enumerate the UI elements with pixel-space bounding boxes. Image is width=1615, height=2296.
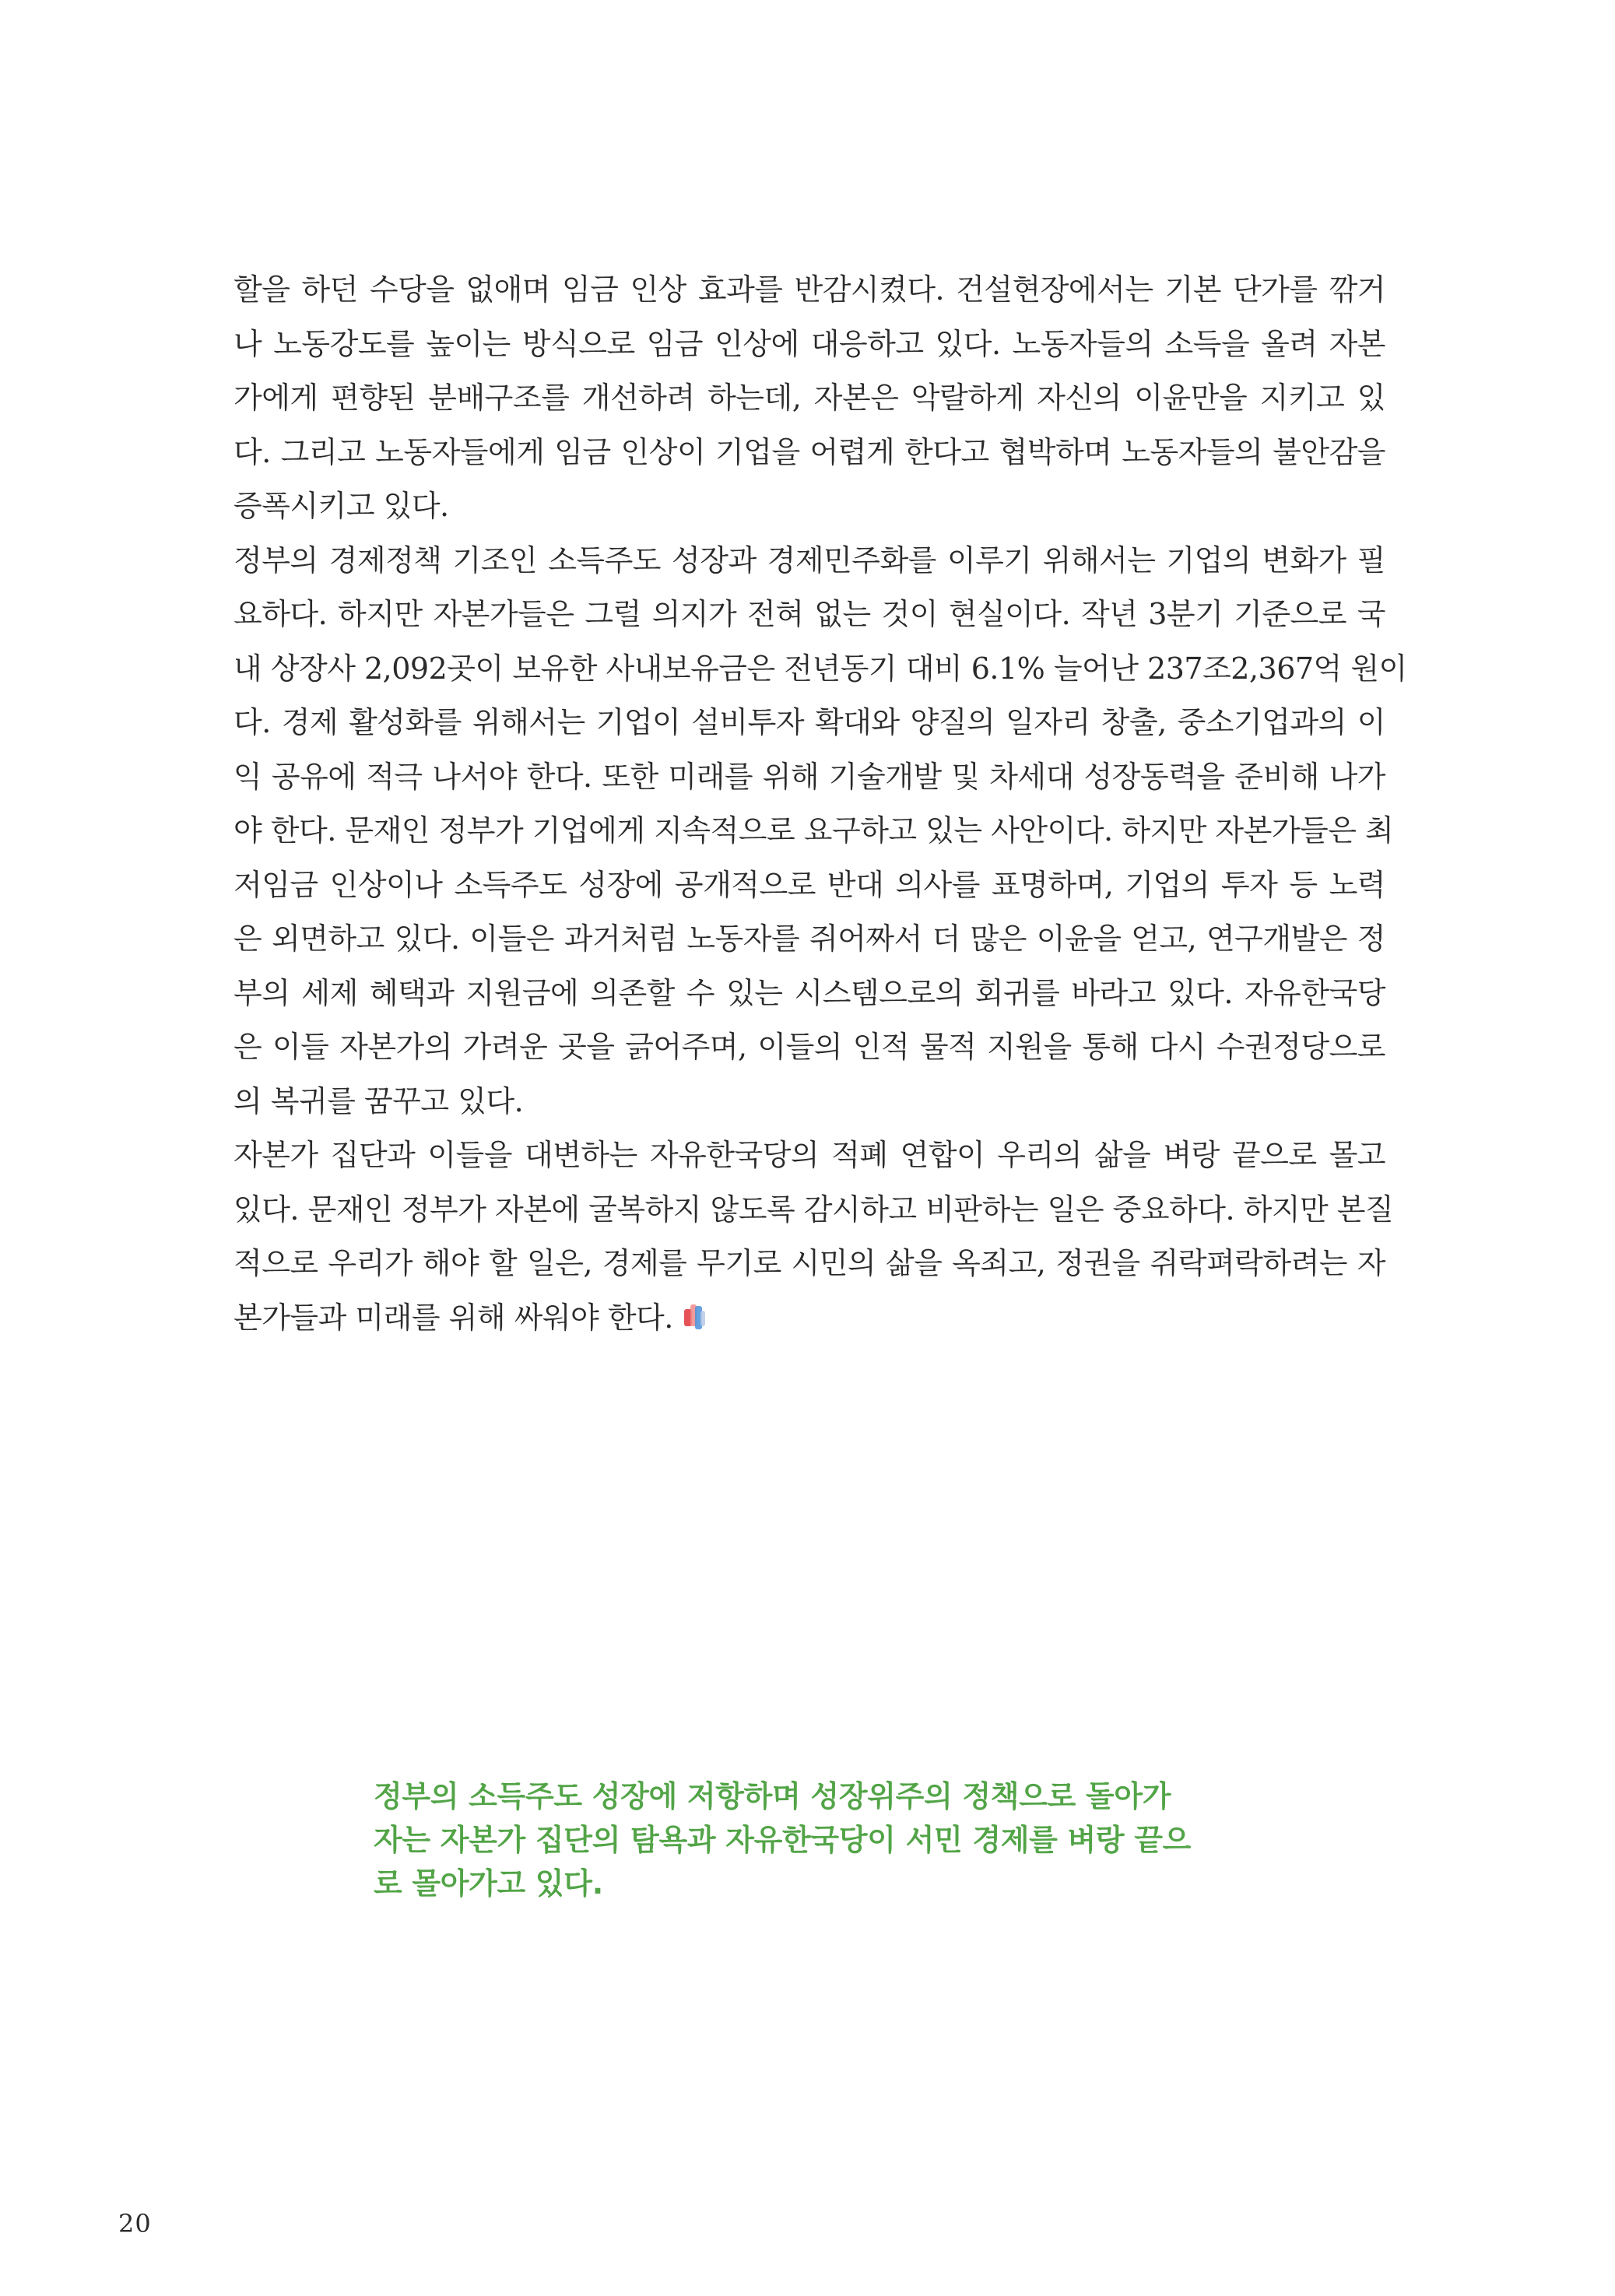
pull-quote <box>374 1775 1245 1905</box>
body-line: 은 이들 자본가의 가려운 곳을 긁어주며, 이들의 인적 물적 지원을 통해 다시 수권정당으로 <box>233 1030 1385 1064</box>
body-line: 적으로 우리가 해야 할 일은, 경제를 무기로 시민의 삶을 옥죄고, 정권을 쥐락펴락하려는 자 <box>233 1246 1385 1280</box>
body-line: 저임금 인상이나 소득주도 성장에 공개적으로 반대 의사를 표명하며, 기업의 투자 등 노력 <box>233 867 1385 902</box>
pull-quote-line: 로 몰아가고 있다. <box>374 1866 603 1901</box>
body-line: 있다. 문재인 정부가 자본에 굴복하지 않도록 감시하고 비판하는 일은 중요하다. 하지만 본질 <box>233 1192 1394 1227</box>
body-line: 내 상장사 2,092곳이 보유한 사내보유금은 전년동기 대비 6.1% 늘어난 237조2,367억 원이 <box>233 651 1407 686</box>
article-end-mark-icon <box>683 1303 706 1331</box>
body-line: 자본가 집단과 이들을 대변하는 자유한국당의 적폐 연합이 우리의 삶을 벼랑 끝으로 몰고 <box>233 1138 1385 1172</box>
body-line: 요하다. 하지만 자본가들은 그럴 의지가 전혀 없는 것이 현실이다. 작년 3분기 기준으로 국 <box>233 597 1385 631</box>
pull-quote-line: 정부의 소득주도 성장에 저항하며 성장위주의 정책으로 돌아가 <box>374 1779 1171 1813</box>
body-line: 가에게 편향된 분배구조를 개선하려 하는데, 자본은 악랄하게 자신의 이윤만을 지키고 있 <box>233 381 1385 415</box>
body-line: 야 한다. 문재인 정부가 기업에게 지속적으로 요구하고 있는 사안이다. 하지만 자본가들은 최 <box>233 813 1394 848</box>
body-line: 증폭시키고 있다. <box>233 489 449 523</box>
body-line: 은 외면하고 있다. 이들은 과거처럼 노동자를 쥐어짜서 더 많은 이윤을 얻고, 연구개발은 정 <box>233 922 1385 956</box>
body-line: 정부의 경제정책 기조인 소득주도 성장과 경제민주화를 이루기 위해서는 기업의 변화가 필 <box>233 542 1385 578</box>
pull-quote-line: 자는 자본가 집단의 탐욕과 자유한국당이 서민 경제를 벼랑 끝으 <box>374 1823 1192 1857</box>
page-number: 20 <box>118 2209 152 2238</box>
body-line: 부의 세제 혜택과 지원금에 의존할 수 있는 시스템으로의 회귀를 바라고 있다. 자유한국당 <box>233 975 1385 1010</box>
body-line-text: 본가들과 미래를 위해 싸워야 한다. <box>233 1300 673 1335</box>
body-line: 할을 하던 수당을 없애며 임금 인상 효과를 반감시켰다. 건설현장에서는 기본 단가를 깎거 <box>233 272 1385 307</box>
body-line: 다. 경제 활성화를 위해서는 기업이 설비투자 확대와 양질의 일자리 창출, 중소기업과의 이 <box>233 705 1385 739</box>
body-text <box>233 263 1407 1345</box>
body-line: 의 복귀를 꿈꾸고 있다. <box>233 1083 524 1118</box>
body-line: 나 노동강도를 높이는 방식으로 임금 인상에 대응하고 있다. 노동자들의 소득을 올려 자본 <box>233 326 1385 361</box>
body-line: 익 공유에 적극 나서야 한다. 또한 미래를 위해 기술개발 및 차세대 성장동력을 준비해 나가 <box>233 759 1385 794</box>
body-line-final <box>233 1291 1385 1346</box>
body-line: 다. 그리고 노동자들에게 임금 인상이 기업을 어렵게 한다고 협박하며 노동자들의 불안감을 <box>233 434 1385 469</box>
